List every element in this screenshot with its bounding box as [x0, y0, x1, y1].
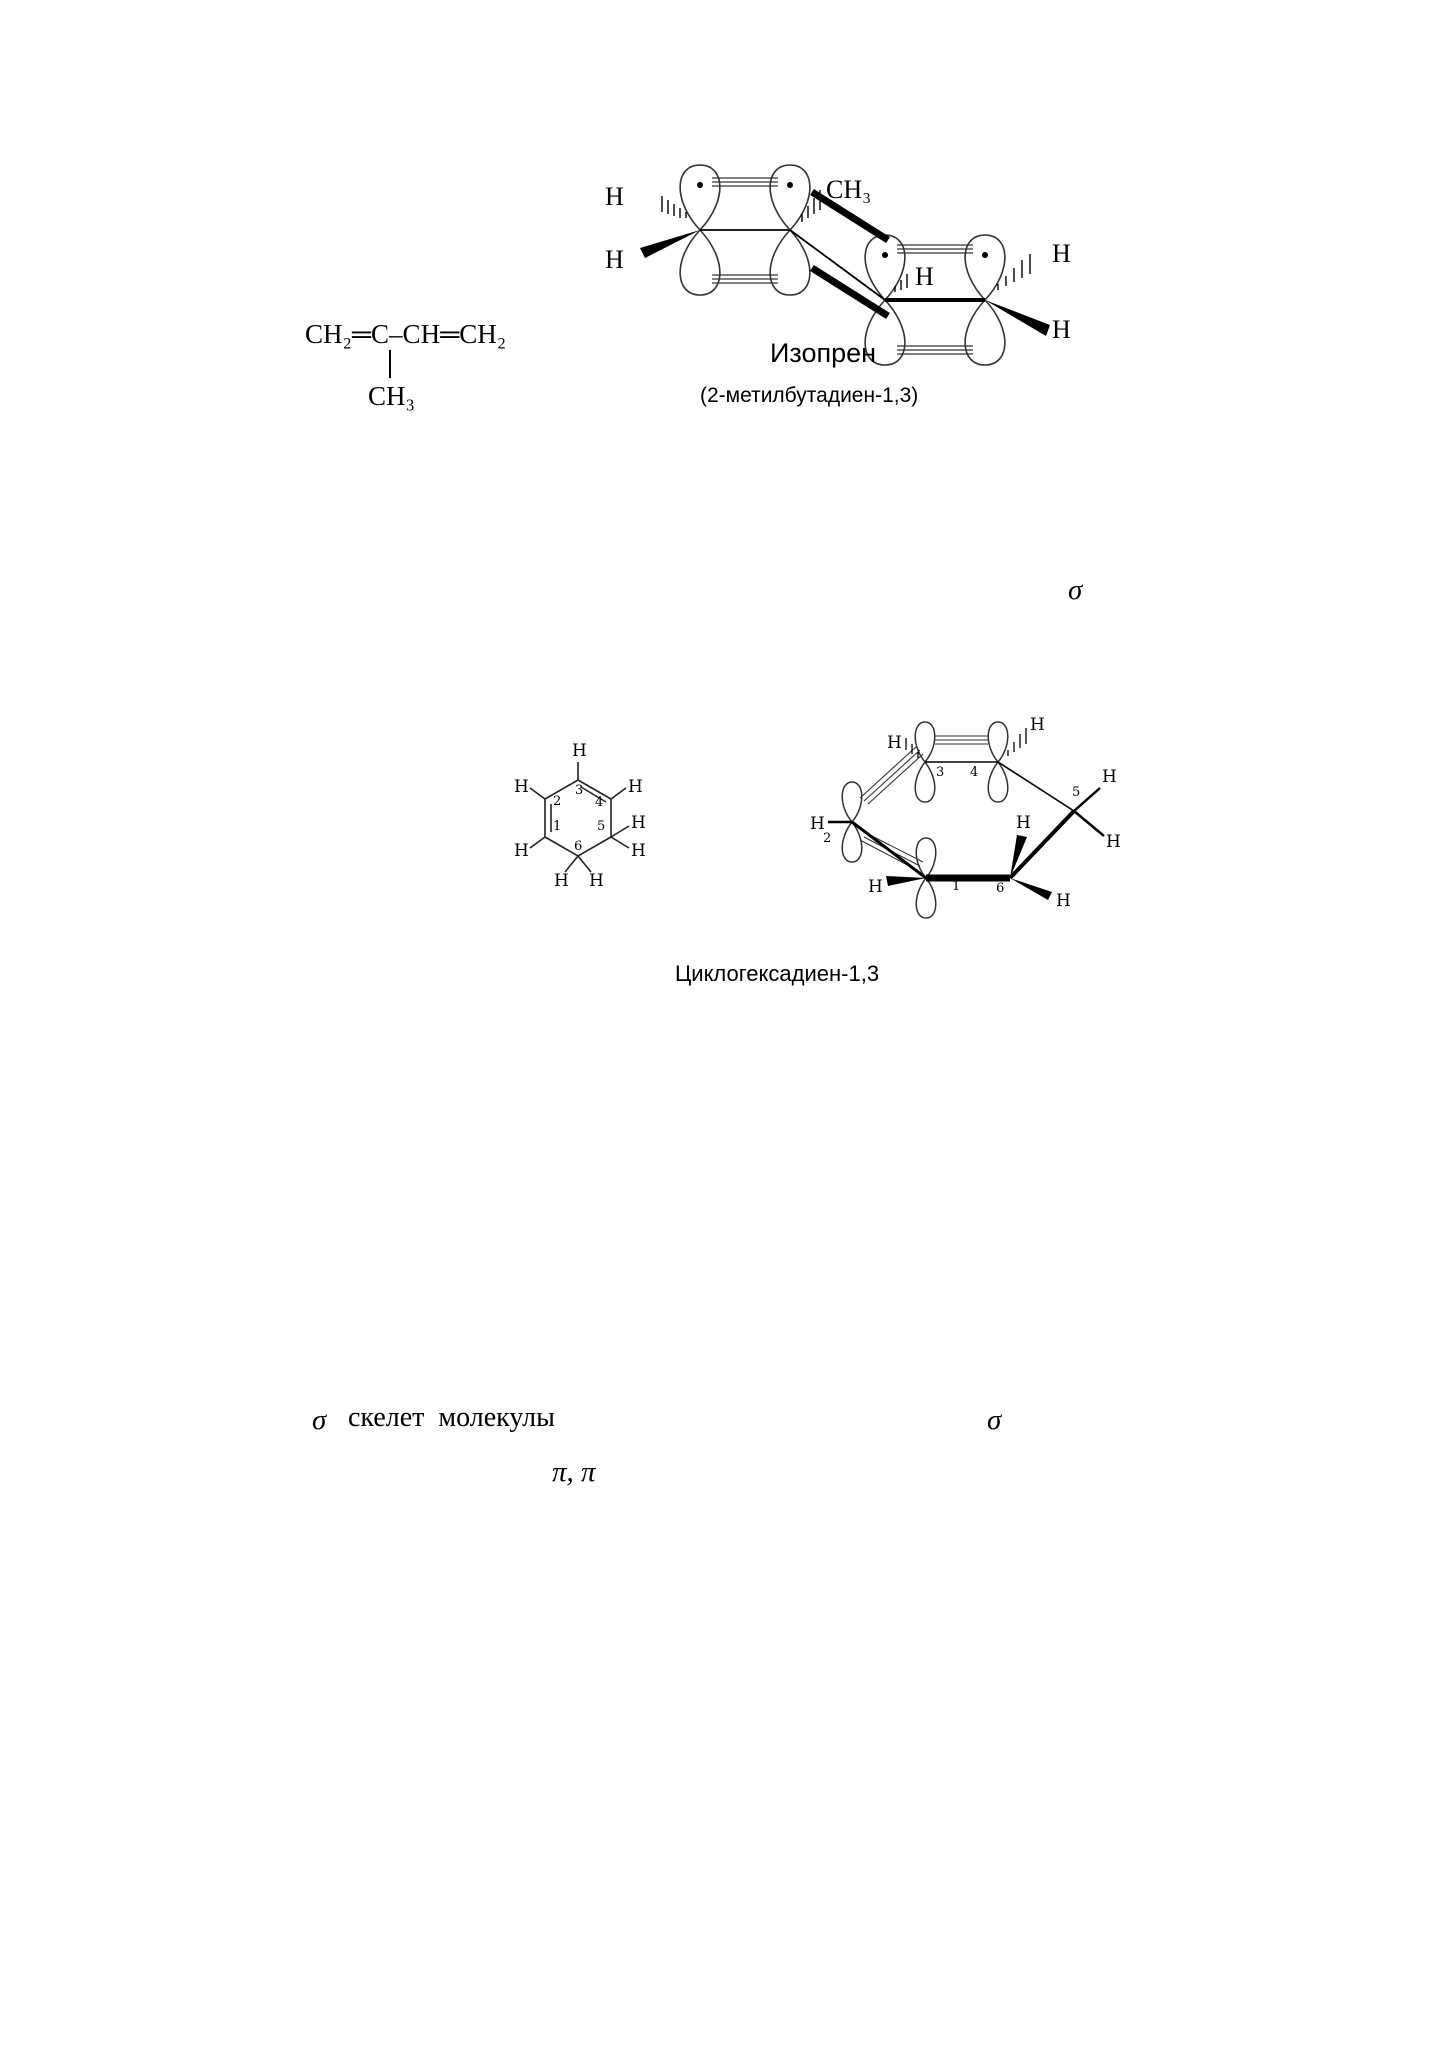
orbital-num: 3: [936, 765, 945, 780]
isoprene-svg: [290, 140, 1150, 440]
wedge-bond: [886, 876, 926, 886]
flat-num: 6: [574, 839, 583, 854]
sigma-symbol-a: σ: [312, 1404, 327, 1436]
isoprene-name: Изопрен: [770, 338, 877, 368]
electron-dot: [787, 182, 793, 188]
pi-pi-symbols: π, π: [552, 1456, 596, 1488]
flat-num: 5: [597, 819, 606, 834]
pi-overlap-lines: [712, 178, 973, 354]
electron-dot: [982, 252, 988, 258]
wedge-bond-right: [985, 300, 1050, 336]
isoprene-formula-main: CH₂═C–CH═CH₂: [305, 319, 507, 349]
flat-atom-h: H: [631, 841, 646, 861]
flat-ring-numbers: [553, 783, 605, 854]
sigma-note-1: σ: [1068, 574, 1083, 606]
sigma-symbol-b: σ: [987, 1404, 1002, 1436]
orbital-atom-h: H: [887, 733, 902, 753]
orbital-num: 6: [996, 881, 1005, 896]
orbital-atom-h: H: [1056, 891, 1071, 911]
orbital-atom-h: H: [810, 814, 825, 834]
p-orbital-upper: [770, 165, 810, 230]
orbital-num: 5: [1072, 785, 1081, 800]
label-h-inner: H: [915, 262, 934, 291]
p-orbital-upper: [842, 782, 862, 822]
orbital-ring-sigma: [852, 762, 1074, 878]
flat-atom-h: H: [628, 777, 643, 797]
wedge-bond-left: [640, 230, 700, 258]
orbital-num: 2: [823, 831, 832, 846]
bond-to-h: [1074, 811, 1104, 836]
p-orbital-lower: [965, 300, 1005, 365]
flat-atom-h: H: [589, 871, 604, 891]
cyclohexadiene-figure: [480, 700, 1160, 1000]
p-orbital-lower: [916, 878, 936, 918]
p-orbital-upper: [680, 165, 720, 230]
label-h-top-left: H: [605, 182, 624, 211]
flat-num: 4: [595, 795, 604, 810]
flat-ring-labels: [514, 741, 646, 891]
label-h-right-bottom: H: [1052, 315, 1071, 344]
orbital-num: 1: [952, 879, 961, 894]
flat-num: 1: [553, 819, 562, 834]
flat-atom-h: H: [572, 741, 587, 761]
flat-atom-h: H: [554, 871, 569, 891]
text-skeleton-molecule: скелет молекулы: [348, 1402, 555, 1433]
orbital-ring-pi-lines: [860, 736, 988, 870]
p-orbital-lower: [915, 762, 935, 802]
cyclohexadiene-svg: [480, 700, 1160, 1000]
p-orbital-upper: [988, 722, 1008, 762]
p-orbital-lower: [680, 230, 720, 295]
isoprene-formula-branch: CH₃: [368, 381, 415, 411]
orbital-atom-h: H: [868, 877, 883, 897]
p-orbital-lower: [988, 762, 1008, 802]
orbital-atom-h: H: [1016, 813, 1031, 833]
isoprene-figure: [290, 140, 1150, 440]
orbital-atom-h: H: [1102, 767, 1117, 787]
wedge-bond: [1010, 878, 1052, 900]
orbital-atom-h: H: [1030, 715, 1045, 735]
flat-ring: [530, 762, 629, 872]
orbital-num: 4: [970, 765, 979, 780]
flat-atom-h: H: [631, 813, 646, 833]
flat-atom-h: H: [514, 841, 529, 861]
label-methyl: CH₃: [826, 175, 872, 204]
flat-num: 3: [575, 783, 584, 798]
cyclohexadiene-caption: Циклогексадиен-1,3: [675, 961, 880, 986]
isoprene-subname: (2-метилбутадиен-1,3): [700, 384, 919, 407]
electron-dot: [697, 182, 703, 188]
orbital-atom-h: H: [1106, 832, 1121, 852]
label-h-right-top: H: [1052, 239, 1071, 268]
flat-atom-h: H: [514, 777, 529, 797]
label-h-mid-left: H: [605, 245, 624, 274]
flat-num: 2: [553, 794, 562, 809]
electron-dot: [882, 252, 888, 258]
